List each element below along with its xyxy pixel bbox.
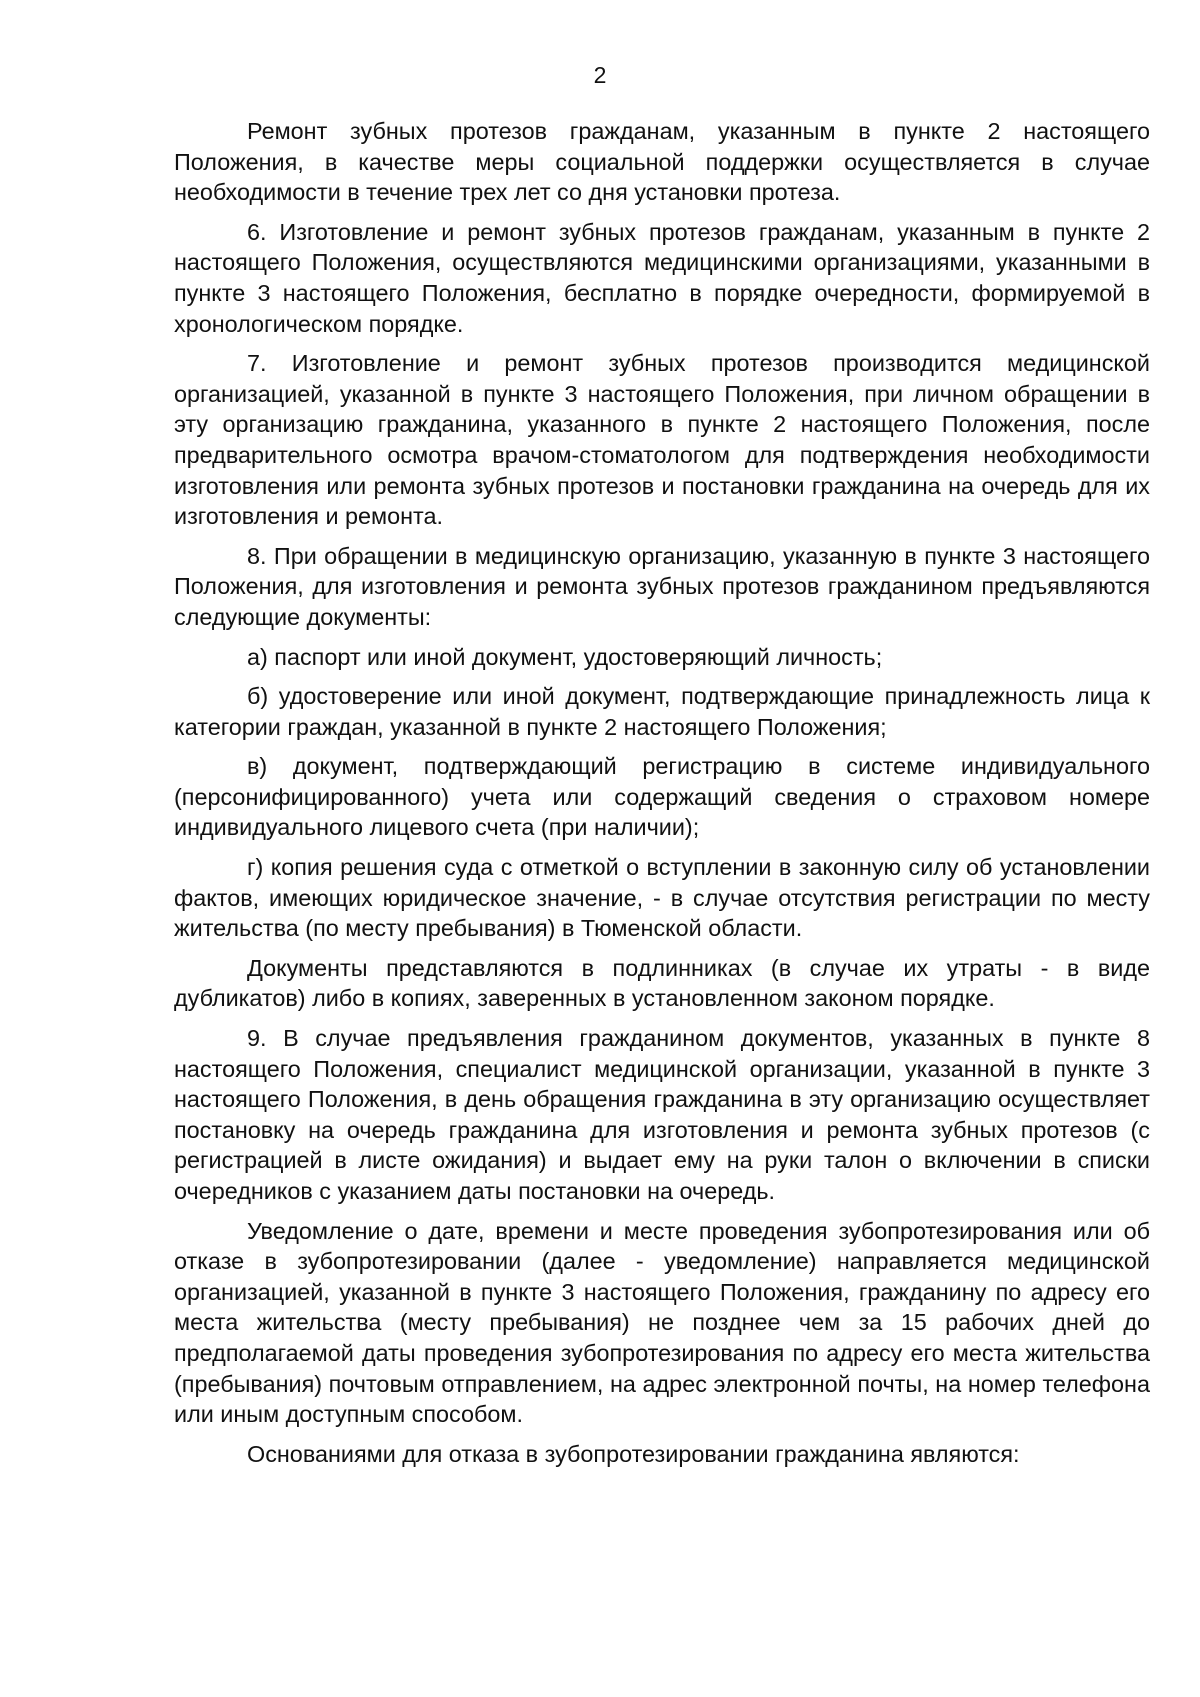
paragraph-repair-period: Ремонт зубных протезов гражданам, указанным в пункте 2 настоящего Положения, в качестве меры социальной поддержки осуществляется в случае необходимости в течение трех лет со дня установки протеза. bbox=[174, 118, 1150, 206]
list-item-b: б) удостоверение или иной документ, подтверждающие принадлежность лица к категории граждан, указанной в пункте 2 настоящего Положения; bbox=[174, 683, 1150, 740]
paragraph-refusal-grounds: Основаниями для отказа в зубопротезировании гражданина являются: bbox=[247, 1440, 1020, 1467]
paragraph-item-6: 6. Изготовление и ремонт зубных протезов гражданам, указанным в пункте 2 настоящего Положения, осуществляются медицинскими организациями, указанными в пункте 3 настоящего Положения, бесплатно в порядке очередности, формируемой в хронологическом порядке. bbox=[174, 218, 1150, 337]
list-item-g: г) копия решения суда с отметкой о вступлении в законную силу об установлении фактов, имеющих юридическое значение, - в случае отсутствия регистрации по месту жительства (по месту пребывания) в Тюменской области. bbox=[174, 854, 1150, 942]
paragraph-item-8: 8. При обращении в медицинскую организацию, указанную в пункте 3 настоящего Положения, для изготовления и ремонта зубных протезов гражданином предъявляются следующие документы: bbox=[174, 542, 1150, 630]
list-item-a: а) паспорт или иной документ, удостоверяющий личность; bbox=[247, 643, 883, 670]
paragraph-notification: Уведомление о дате, времени и месте проведения зубопротезирования или об отказе в зубопротезировании (далее - уведомление) направляется медицинской организацией, указанной в пункте 3 настоящего Положения, гражданину по адресу его места жительства (месту пребывания) не позднее чем за 15 рабочих дней до предполагаемой даты проведения зубопротезирования по адресу его места жительства (пребывания) почтовым отправлением, на адрес электронной почты, на номер телефона или иным доступным способом. bbox=[174, 1217, 1150, 1428]
list-item-v: в) документ, подтверждающий регистрацию в системе индивидуального (персонифицированного) учета или содержащий сведения о страховом номере индивидуального лицевого счета (при наличии); bbox=[174, 753, 1150, 841]
paragraph-documents-originals: Документы представляются в подлинниках (в случае их утраты - в виде дубликатов) либо в копиях, заверенных в установленном законом порядке. bbox=[174, 954, 1150, 1012]
page-number: 2 bbox=[593, 62, 607, 88]
paragraph-item-9: 9. В случае предъявления гражданином документов, указанных в пункте 8 настоящего Положения, специалист медицинской организации, указанной в пункте 3 настоящего Положения, в день обращения гражданина в эту организацию осуществляет постановку на очередь гражданина для изготовления и ремонта зубных протезов (с регистрацией в листе ожидания) и выдает ему на руки талон о включении в списки очередников с указанием даты постановки на очередь. bbox=[174, 1025, 1150, 1204]
paragraph-item-7: 7. Изготовление и ремонт зубных протезов производится медицинской организацией, указанной в пункте 3 настоящего Положения, при личном обращении в эту организацию гражданина, указанного в пункте 2 настоящего Положения, после предварительного осмотра врачом-стоматологом для подтверждения необходимости изготовления или ремонта зубных протезов и постановки гражданина на очередь для их изготовления и ремонта. bbox=[174, 350, 1150, 530]
document-body bbox=[174, 116, 1150, 1478]
